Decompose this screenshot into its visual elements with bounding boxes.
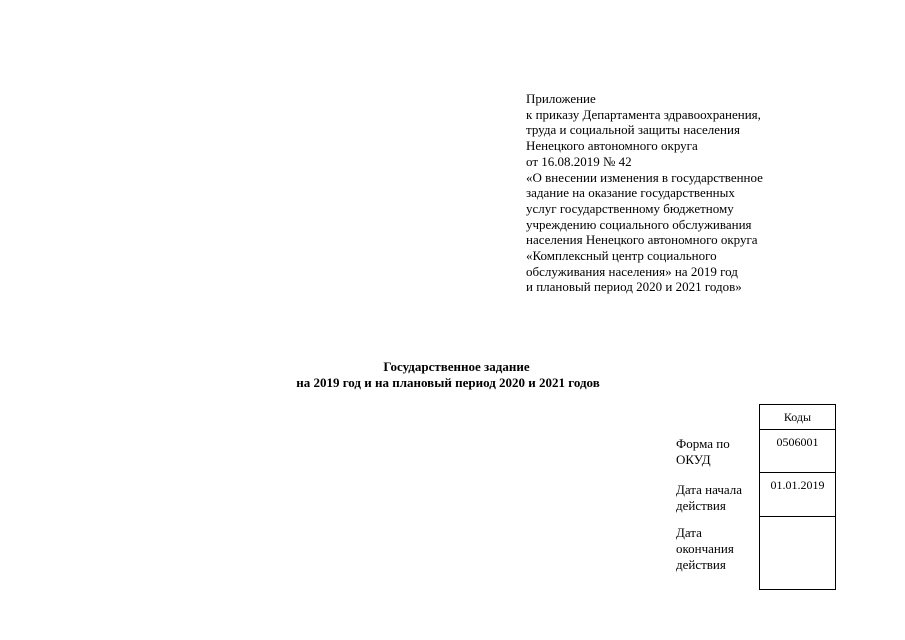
end-date-value [760, 517, 835, 589]
appendix-line: Ненецкого автономного округа [526, 138, 698, 154]
start-date-label: Дата начала действия [676, 482, 743, 513]
appendix-line: населения Ненецкого автономного округа [526, 232, 758, 248]
end-date-label: Дата окончания действия [676, 525, 734, 572]
appendix-line: учреждению социального обслуживания [526, 216, 752, 232]
title-line-2: на 2019 год и на плановый период 2020 и 2021 годов [296, 375, 600, 390]
appendix-line: и плановый период 2020 и 2021 годов» [526, 279, 742, 295]
appendix-line: Приложение [526, 91, 596, 106]
appendix-line: «О внесении изменения в государственное [526, 169, 763, 185]
okud-form-label: Форма по ОКУД [676, 436, 730, 467]
appendix-line: к приказу Департамента здравоохранения, [526, 106, 761, 122]
appendix-block [526, 91, 826, 295]
appendix-line: от 16.08.2019 № 42 [526, 153, 632, 169]
codes-table [759, 404, 836, 590]
okud-code-value: 0506001 [760, 430, 835, 473]
appendix-line: задание на оказание государственных [526, 185, 735, 201]
title-line-1: Государственное задание [383, 359, 530, 374]
appendix-line: «Комплексный центр социального [526, 248, 717, 264]
appendix-line: труда и социальной защиты населения [526, 122, 740, 138]
appendix-line: услуг государственному бюджетному [526, 200, 734, 216]
start-date-value: 01.01.2019 [760, 473, 835, 517]
document-title [0, 359, 905, 391]
codes-header: Коды [760, 405, 835, 430]
appendix-line: обслуживания населения» на 2019 год [526, 263, 738, 279]
